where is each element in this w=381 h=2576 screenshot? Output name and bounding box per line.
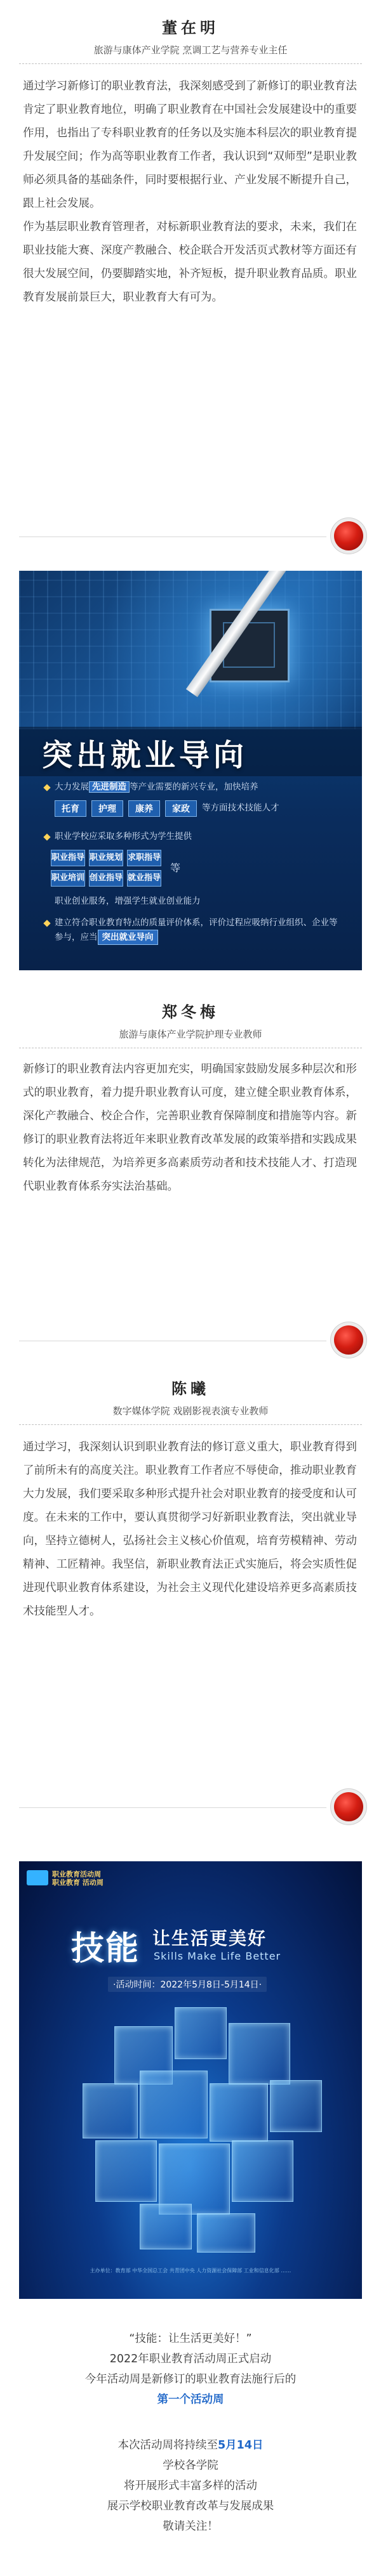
cube-decoration [140,2204,192,2249]
tag-grid [51,850,161,887]
logo-icon [27,1870,48,1885]
teacher-role: 数字媒体学院 戏剧影视表演专业教师 [112,1405,269,1417]
closing-line: 学校各学院 [163,2459,218,2472]
employment-banner [19,571,362,970]
red-orb-decoration [334,521,363,550]
cube-decoration [210,2083,268,2142]
closing-line: 2022年职业教育活动周正式启动 [109,2353,272,2365]
poster-footer: 主办单位：教育部 中华全国总工会 共青团中央 人力资源社会保障部 工业和信息化部 …… [90,2268,291,2274]
closing-line: 将开展形式丰富多样的活动 [124,2480,257,2492]
tag: 就业指导 [127,870,161,887]
teacher-name: 陈曦 [171,1380,210,1398]
logo-text: 职业教育活动周 职业教育 活动周 [52,1870,104,1887]
cube-decoration [140,2071,208,2138]
tag: 家政 [165,800,197,817]
tag: 职业培训 [51,870,85,887]
tag: 职业指导 [51,850,85,866]
closing-line: 展示学校职业教育改革与发展成果 [107,2500,274,2513]
divider [19,1807,326,1808]
cube-decoration [83,2083,138,2138]
teacher-name: 郑冬梅 [162,1003,219,1021]
paragraph: 作为基层职业教育管理者，对标新职业教育法的要求，未来，我们在职业技能大赛、深度产教融合、校企联合开发活页式教材等方面还有很大发展空间，仍要脚踏实地，补齐短板，提升职业教育品质。职业教育发展前景巨大，职业教育大有可为。 [23,221,357,304]
poster-english: Skills Make Life Better [154,1950,281,1962]
teacher-name: 董在明 [162,19,219,37]
banner-line: 大力发展 先进制造 等产业需要的新兴专业，加快培养 [55,782,258,792]
banner-line: 职业创业服务，增强学生就业创业能力 [55,896,201,906]
cube-decoration [270,2080,322,2132]
closing-accent: 第一个活动周 [157,2393,224,2406]
banner-line: 职业学校应采取多种形式为学生提供 [55,831,192,842]
tag: 护理 [91,800,123,817]
article-body [23,1058,357,1199]
closing-line: 敬请关注！ [163,2520,218,2533]
divider [19,63,362,64]
cube-decoration [175,2007,227,2059]
poster-headline: 技能 [71,1930,140,1968]
cube-decoration [232,2140,293,2202]
event-time: ·活动时间：2022年5月8日-5月14日· [108,1977,267,1992]
paragraph: 通过学习，我深刻认识到职业教育法的修订意义重大，职业教育得到了前所未有的高度关注。职业教育工作者应不辱使命，推动职业教育大力发展，我们要采取多种形式提升社会对职业教育的接受度和认可度。在未来的工作中，要认真贯彻学习好新职业教育法，突出就业导向，坚持立德树人，弘扬社会主义核心价值观，培育劳模精神、劳动精神、工匠精神。我坚信，新职业教育法正式实施后，将会实质性促进现代职业教育体系建设，为社会主义现代化建设培养更多高素质技术技能型人才。 [23,1441,357,1618]
banner-line: 等 [170,862,181,874]
closing-line: “技能：让生活更美好！” [129,2332,252,2345]
divider [19,1424,362,1425]
teacher-role: 旅游与康体产业学院 烹调工艺与营养专业主任 [93,44,288,56]
poster-subtitle: 让生活更美好 [152,1928,267,1949]
tag: 康养 [128,800,160,817]
bullet-icon [43,784,50,791]
bullet-icon [43,920,50,927]
closing-line: 本次活动周将持续至5月14日 [117,2439,264,2452]
closing-line: 今年活动周是新修订的职业教育法施行后的 [84,2373,297,2386]
tag-row: 托育 护理 康养 家政 等方面技术技能人才 [55,800,279,817]
cube-decoration [95,2140,157,2202]
circuit-board-image [19,571,362,729]
tag: 职业规划 [89,850,123,866]
banner-line: 建立符合职业教育特点的质量评价体系，评价过程应吸纳行业组织、企业等参与，应当 突出就业导向 [55,916,340,945]
tag: 托育 [55,800,86,817]
teacher-role: 旅游与康体产业学院护理专业教师 [119,1029,262,1040]
cube-decoration [197,2213,255,2253]
tag: 创业指导 [89,870,123,887]
article-body [23,1436,357,1623]
cube-decoration [229,2023,290,2085]
red-orb-decoration [334,1325,363,1355]
tag: 求职指导 [127,850,161,866]
bullet-icon [43,833,50,840]
paragraph: 通过学习新修订的职业教育法，我深刻感受到了新修订的职业教育法肯定了职业教育地位，明确了职业教育在中国社会发展建设中的重要作用，也指出了专科职业教育的任务以及实施本科层次的职业教育提升发展空间；作为高等职业教育工作者，我认识到“双师型”是职业教师必须具备的基础条件，同时要根据行业、产业发展不断提升自己，跟上社会发展。 [23,80,357,210]
skills-week-poster [19,1861,362,2299]
paragraph: 新修订的职业教育法内容更加充实，明确国家鼓励发展多种层次和形式的职业教育，着力提升职业教育认可度，建立健全职业教育体系，深化产教融合、校企合作，完善职业教育保障制度和措施等内容。新修订的职业教育法将近年来职业教育改革发展的政策举措和实践成果转化为法律规范，为培养更多高素质劳动者和技术技能人才、打造现代职业教育体系夯实法治基础。 [23,1063,357,1193]
article-body [23,75,357,309]
red-orb-decoration [334,1792,363,1821]
banner-title: 突出就业导向 [42,738,248,773]
